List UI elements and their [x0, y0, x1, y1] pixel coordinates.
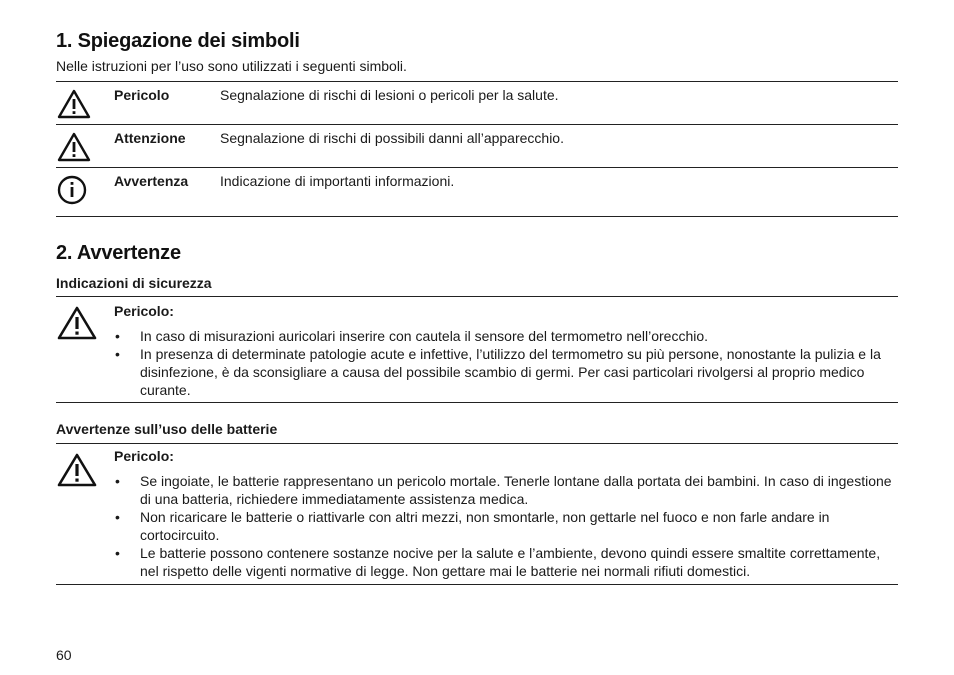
list-item — [114, 327, 898, 345]
danger-label: Pericolo: — [114, 303, 174, 319]
bullet: • — [115, 473, 120, 489]
bullet: • — [115, 346, 120, 362]
symbol-row-attenzione — [56, 125, 898, 168]
safety-list — [114, 327, 898, 399]
list-item-text: In presenza di determinate patologie acute e infettive, l’utilizzo del termometro su più persone, nonostante la pulizia e la disinfezione, è da sconsigliare a causa del possibile scambio di germi. Per casi particolari rivolgersi al proprio medico curante. — [140, 346, 881, 398]
warning-triangle-icon — [57, 453, 97, 490]
warning-triangle-icon — [57, 306, 97, 343]
symbol-row-avvertenza — [56, 168, 898, 217]
section-title-warnings: 2. Avvertenze — [56, 242, 181, 264]
symbols-intro: Nelle istruzioni per l’uso sono utilizzati i seguenti simboli. — [56, 58, 407, 74]
battery-warning-box — [56, 443, 898, 585]
bullet: • — [115, 328, 120, 344]
warning-triangle-icon — [57, 132, 91, 165]
list-item — [114, 544, 898, 580]
page-number: 60 — [56, 647, 72, 663]
danger-label: Pericolo: — [114, 448, 174, 464]
subheading-batteries: Avvertenze sull’uso delle batterie — [56, 421, 278, 437]
safety-warning-box — [56, 296, 898, 403]
symbol-row-pericolo — [56, 82, 898, 125]
list-item-text: Non ricaricare le batterie o riattivarle con altri mezzi, non smontarle, non gettarle nel fuoco e non farle andare in cortocircuito. — [140, 509, 830, 543]
list-item — [114, 345, 898, 399]
warning-triangle-icon — [57, 89, 91, 122]
symbol-description: Segnalazione di rischi di lesioni o pericoli per la salute. — [220, 87, 559, 103]
symbol-term: Pericolo — [114, 87, 170, 103]
section-title-symbols: 1. Spiegazione dei simboli — [56, 30, 300, 52]
symbol-description: Indicazione di importanti informazioni. — [220, 173, 455, 189]
symbol-term: Avvertenza — [114, 173, 189, 189]
list-item-text: In caso di misurazioni auricolari inserire con cautela il sensore del termometro nell’orecchio. — [140, 328, 709, 344]
list-item-text: Se ingoiate, le batterie rappresentano un pericolo mortale. Tenerle lontane dalla portata dei bambini. In caso di ingestione di una batteria, richiedere immediatamente assistenza medica. — [140, 473, 892, 507]
symbols-table — [56, 81, 898, 217]
symbol-description: Segnalazione di rischi di possibili danni all’apparecchio. — [220, 130, 564, 146]
bullet: • — [115, 545, 120, 561]
info-circle-icon — [57, 174, 89, 209]
list-item — [114, 508, 898, 544]
subheading-safety: Indicazioni di sicurezza — [56, 275, 212, 291]
symbol-term: Attenzione — [114, 130, 186, 146]
bullet: • — [115, 509, 120, 525]
list-item-text: Le batterie possono contenere sostanze nocive per la salute e l’ambiente, devono quindi essere smaltite correttamente, nel rispetto delle vigenti normative di legge. Non gettare mai le batterie nei normali rifiuti domestici. — [140, 545, 881, 579]
list-item — [114, 472, 898, 508]
battery-list — [114, 472, 898, 580]
